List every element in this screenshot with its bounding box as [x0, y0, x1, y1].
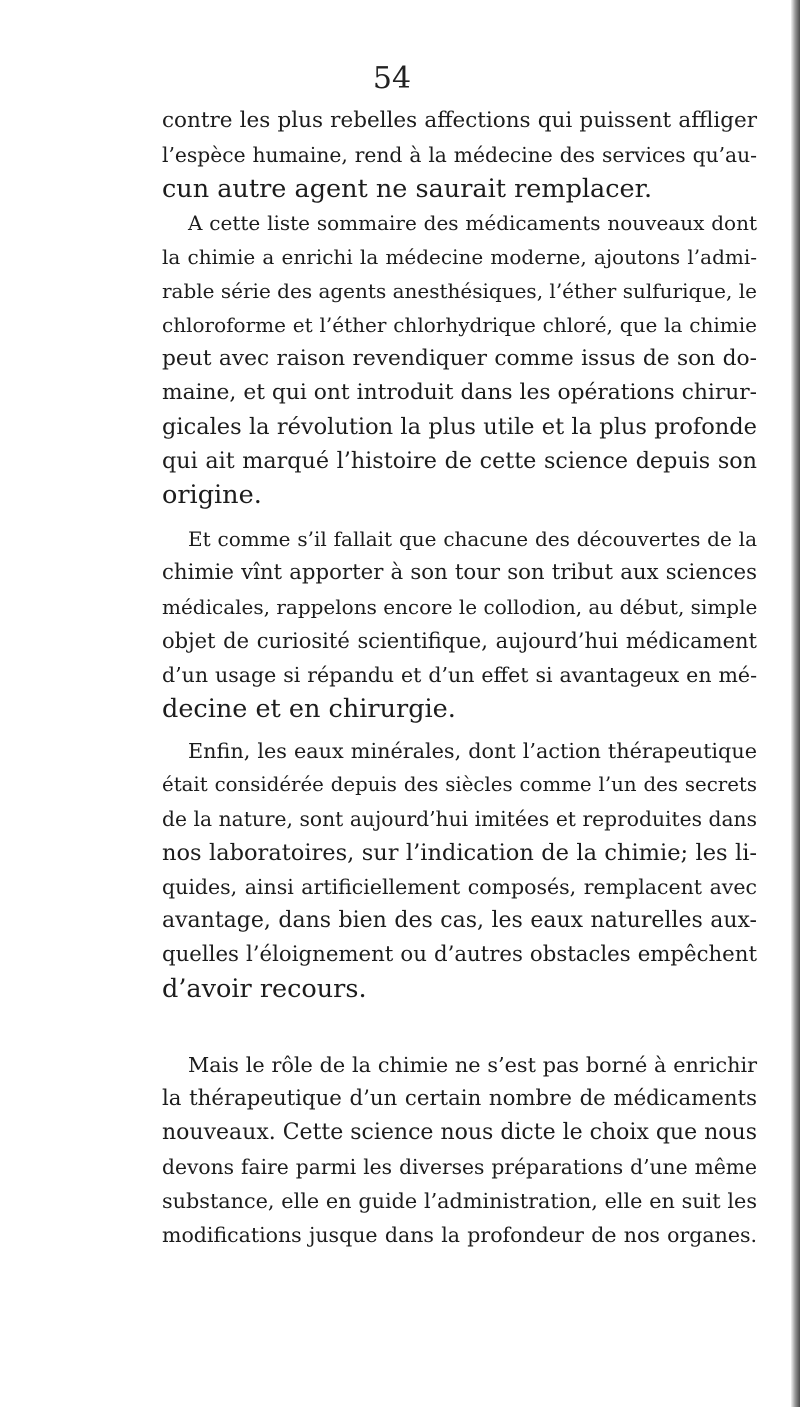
text-line-31: substance, elle en guide l’administration, elle en suit les — [162, 1189, 757, 1213]
text-line-13: Et comme s’il fallait que chacune des découvertes de la — [188, 527, 757, 551]
text-line-22: nos laboratoires, sur l’indication de la chimie; les li- — [162, 840, 757, 866]
text-line-12: origine. — [162, 480, 262, 510]
text-line-27: Mais le rôle de la chimie ne s’est pas borné à enrichir — [188, 1053, 757, 1077]
text-line-14: chimie vînt apporter à son tour son tribut aux sciences — [162, 560, 757, 585]
text-line-11: qui ait marqué l’histoire de cette science depuis son — [162, 448, 757, 474]
text-line-21: de la nature, sont aujourd’hui imitées et reproduites dans — [162, 807, 757, 831]
text-line-15: médicales, rappelons encore le collodion, au début, simple — [162, 595, 758, 619]
text-line-9: maine, et qui ont introduit dans les opérations chirur- — [162, 380, 757, 405]
text-line-3: cun autre agent ne saurait remplacer. — [162, 174, 653, 204]
text-line-7: chloroforme et l’éther chlorhydrique chloré, que la chimie — [162, 313, 757, 337]
text-line-30: devons faire parmi les diverses préparations d’une même — [162, 1155, 757, 1179]
text-line-6: rable série des agents anesthésiques, l’éther sulfurique, le — [162, 279, 757, 303]
text-line-16: objet de curiosité scientifique, aujourd’hui médicament — [162, 629, 757, 653]
text-line-32: modifications jusque dans la profondeur de nos organes. — [162, 1223, 757, 1247]
text-line-4: A cette liste sommaire des médicaments nouveaux dont — [188, 211, 757, 235]
page-number: 54 — [372, 61, 412, 96]
text-line-5: la chimie a enrichi la médecine moderne, ajoutons l’admi- — [162, 245, 757, 269]
text-line-19: Enfin, les eaux minérales, dont l’action thérapeutique — [188, 739, 757, 763]
text-line-28: la thérapeutique d’un certain nombre de médicaments — [162, 1086, 757, 1111]
text-line-25: quelles l’éloignement ou d’autres obstacles empêchent — [162, 942, 757, 967]
text-line-29: nouveaux. Cette science nous dicte le choix que nous — [162, 1120, 757, 1145]
text-line-20: était considérée depuis des siècles comme l’un des secrets — [162, 773, 757, 796]
text-line-24: avantage, dans bien des cas, les eaux naturelles aux- — [162, 908, 757, 933]
text-line-17: d’un usage si répandu et d’un effet si avantageux en mé- — [162, 663, 757, 687]
text-line-8: peut avec raison revendiquer comme issus de son do- — [162, 346, 757, 371]
text-line-2: l’espèce humaine, rend à la médecine des services qu’au- — [162, 143, 757, 167]
text-line-23: quides, ainsi artificiellement composés, remplacent avec — [162, 875, 757, 899]
text-line-18: decine et en chirurgie. — [162, 694, 456, 724]
text-line-1: contre les plus rebelles affections qui puissent affliger — [162, 108, 757, 133]
text-line-26: d’avoir recours. — [162, 974, 367, 1004]
text-line-10: gicales la révolution la plus utile et la plus profonde — [162, 414, 757, 440]
body-text — [0, 104, 800, 1304]
